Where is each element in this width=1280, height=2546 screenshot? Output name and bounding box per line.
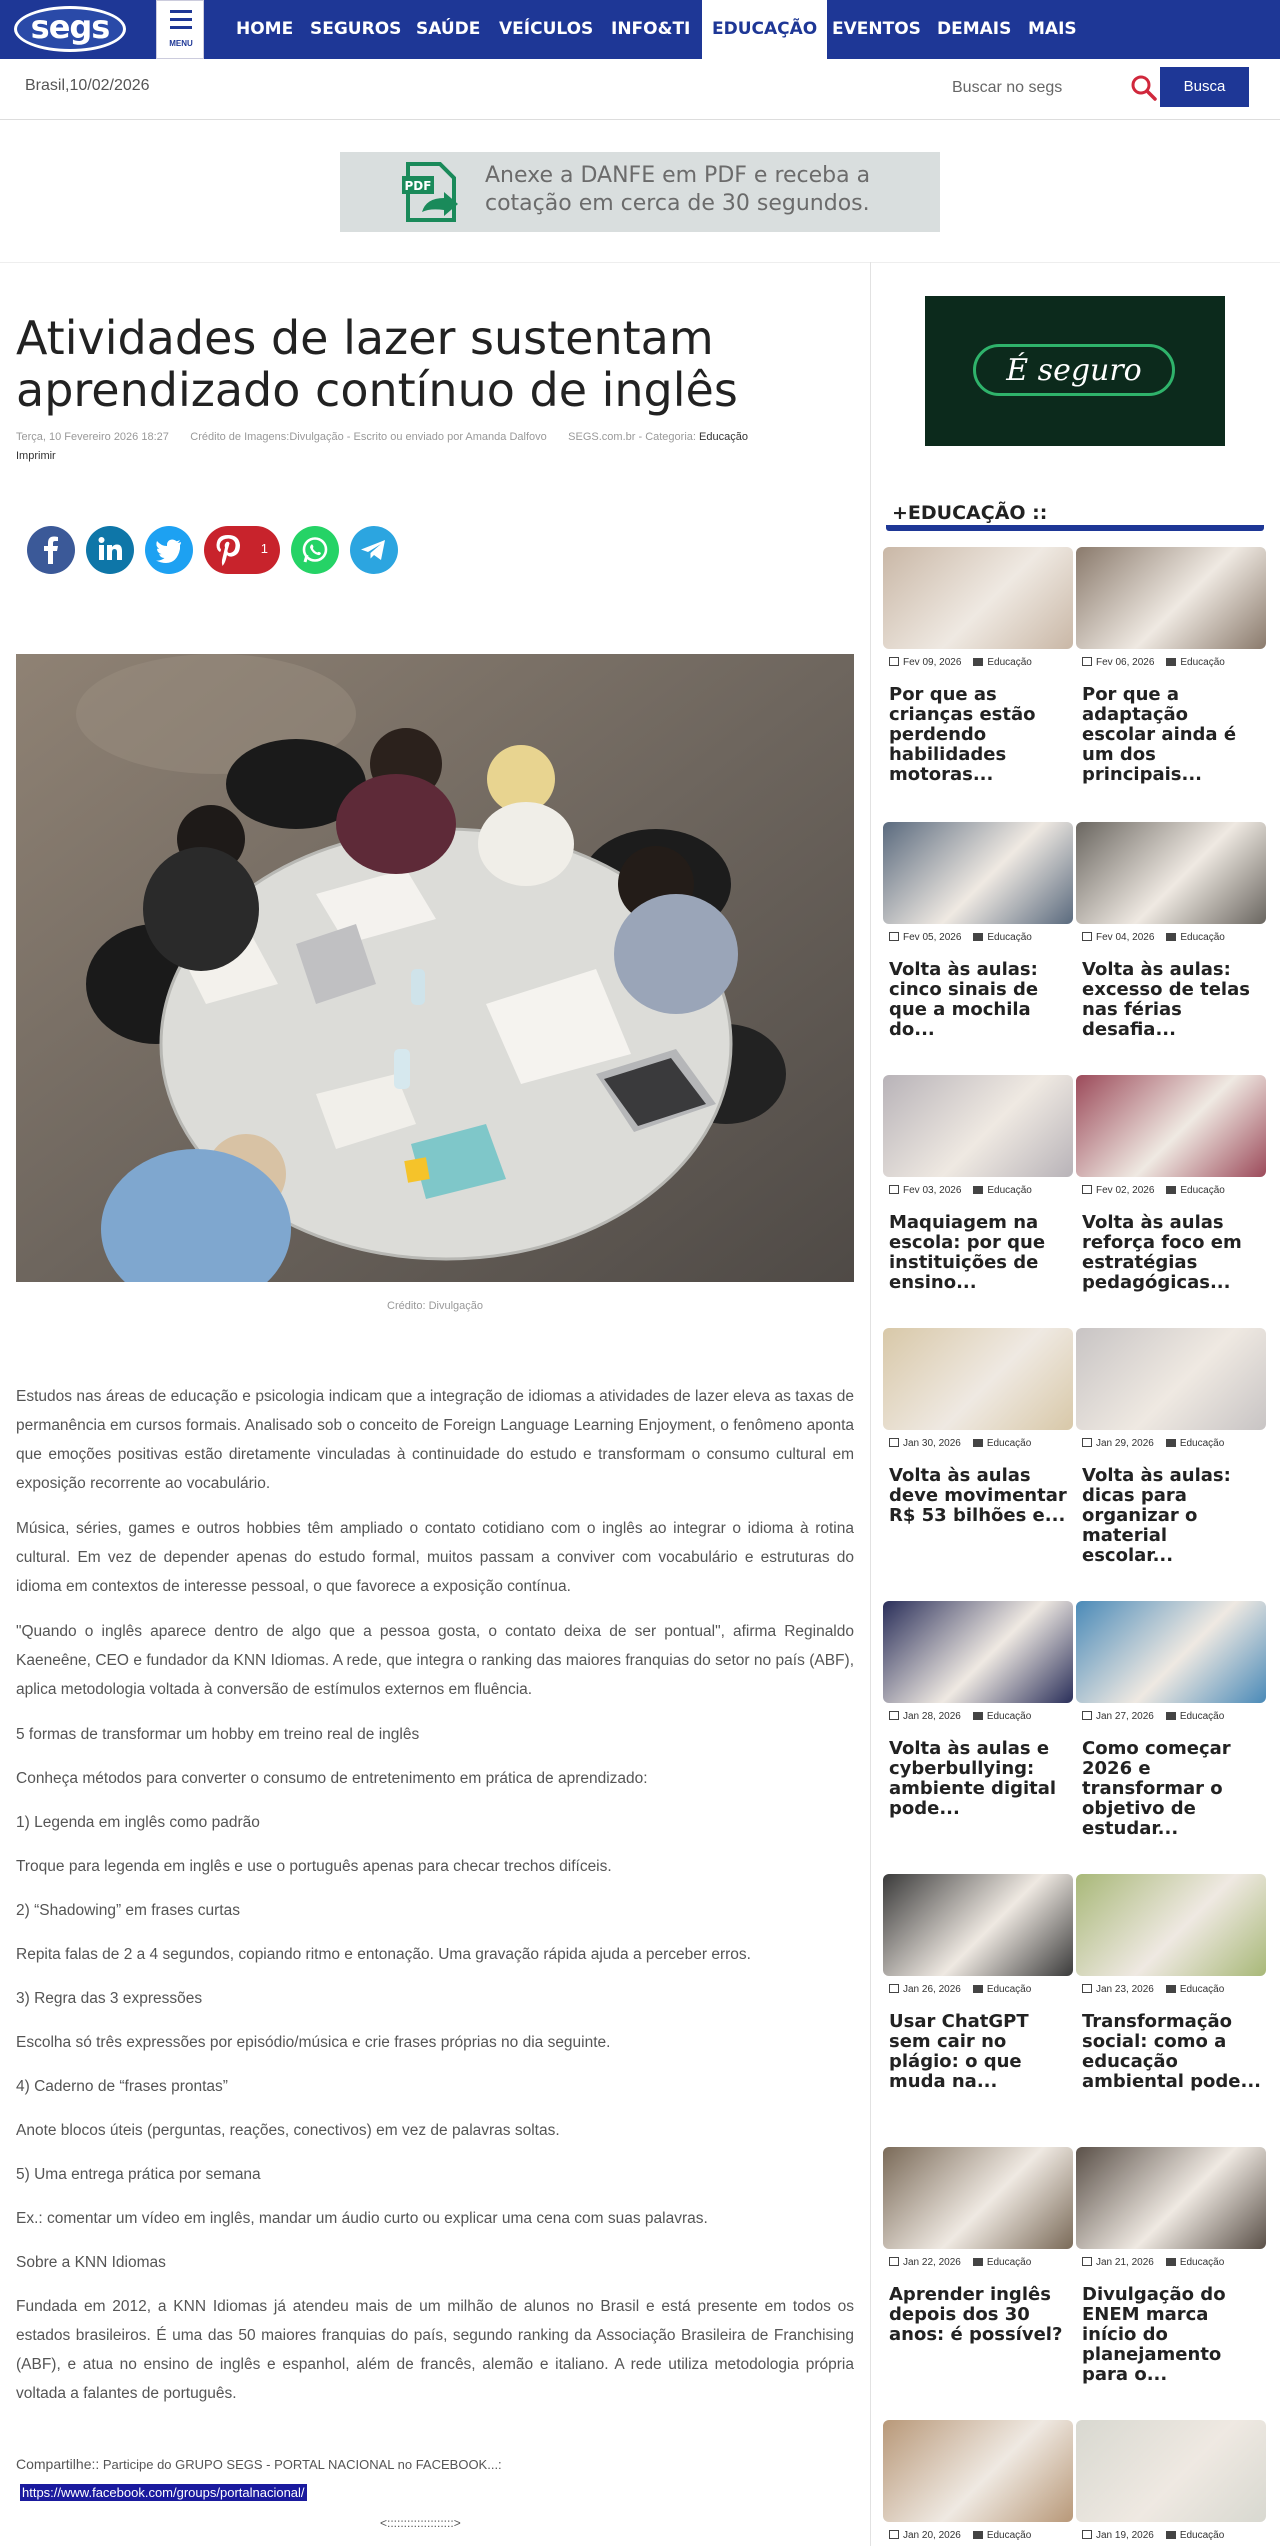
- news-date: Fev 02, 2026: [1096, 1185, 1155, 1196]
- news-category[interactable]: Educação: [1179, 1711, 1225, 1722]
- folder-icon: [1166, 1186, 1176, 1194]
- news-meta: [889, 1185, 1079, 1196]
- folder-icon: [973, 933, 983, 941]
- news-date: Jan 28, 2026: [903, 1711, 961, 1722]
- paragraph: Troque para legenda em inglês e use o português apenas para checar trechos difíceis.: [16, 1858, 612, 1875]
- article-body: [16, 1382, 854, 2424]
- folder-icon: [973, 1439, 983, 1447]
- calendar-icon: [889, 1984, 899, 1993]
- paragraph: Música, séries, games e outros hobbies têm ampliado o contato cotidiano com o inglês ao integrar o idioma à rotina cultural. Em vez de depender apenas do estudo formal, muitos passam a conviver com vocabulário e estruturas do idioma em contextos de interesse pessoal, o que favorece a exposição contínua.: [16, 1520, 854, 1595]
- nav-seguros[interactable]: SEGUROS: [310, 19, 402, 39]
- article-hero-image: [16, 654, 854, 1282]
- news-category[interactable]: Educação: [1180, 1185, 1225, 1196]
- current-date: Brasil,10/02/2026: [25, 77, 150, 94]
- news-date: Jan 20, 2026: [903, 2530, 961, 2541]
- folder-icon: [1166, 2531, 1176, 2539]
- top-navigation: [0, 0, 1280, 59]
- calendar-icon: [889, 2257, 899, 2266]
- news-meta: [889, 1711, 1079, 1722]
- logo-text: segs: [30, 8, 110, 46]
- hamburger-icon-bar: [170, 18, 192, 21]
- pinterest-icon: [204, 526, 252, 574]
- folder-icon: [973, 1712, 983, 1720]
- news-thumbnail[interactable]: [883, 1075, 1073, 1177]
- news-date: Jan 22, 2026: [903, 2257, 961, 2268]
- news-title[interactable]: Aprender inglês depois dos 30 anos: é possível?: [889, 2284, 1063, 2345]
- nav-infoti[interactable]: INFO&TI: [611, 19, 691, 39]
- news-meta: [1082, 2530, 1272, 2541]
- news-category[interactable]: Educação: [986, 1984, 1032, 1995]
- folder-icon: [973, 1985, 983, 1993]
- news-category[interactable]: Educação: [1179, 2257, 1225, 2268]
- whatsapp-share-icon[interactable]: [291, 526, 339, 574]
- nav-home[interactable]: HOME: [236, 19, 294, 39]
- calendar-icon: [889, 1438, 899, 1447]
- folder-icon: [1166, 658, 1176, 666]
- news-title[interactable]: Volta às aulas: cinco sinais de que a mochila do...: [889, 959, 1039, 1040]
- paragraph: Ex.: comentar um vídeo em inglês, mandar um áudio curto ou explicar uma cena com suas palavras.: [16, 2210, 708, 2227]
- paragraph: Estudos nas áreas de educação e psicologia indicam que a integração de idiomas a atividades de lazer eleva as taxas de permanência em cursos formais. Analisado sob o conceito de Foreign Language Learning Enjoyment, o fenômeno aponta que emoções positivas estão diretamente vinculadas à continuidade do estudo e transformam o consumo cultural em exposição recorrente ao vocabulário.: [16, 1388, 854, 1492]
- folder-icon: [973, 1186, 983, 1194]
- news-meta: [1082, 2257, 1272, 2268]
- list-heading: 2) “Shadowing” em frases curtas: [16, 1902, 240, 1919]
- news-meta: [889, 932, 1079, 943]
- paragraph: Escolha só três expressões por episódio/música e crie frases próprias no dia seguinte.: [16, 2034, 611, 2051]
- news-meta: [889, 1438, 1079, 1449]
- list-heading: 4) Caderno de “frases prontas”: [16, 2078, 228, 2095]
- news-date: Jan 26, 2026: [903, 1984, 961, 1995]
- paragraph: Repita falas de 2 a 4 segundos, copiando ritmo e entonação. Uma gravação rápida ajuda a perceber erros.: [16, 1946, 751, 1963]
- calendar-icon: [889, 1185, 899, 1194]
- news-thumbnail[interactable]: [1076, 2420, 1266, 2522]
- calendar-icon: [889, 932, 899, 941]
- students-studying-illustration: [16, 654, 854, 1282]
- news-date: Fev 03, 2026: [903, 1185, 962, 1196]
- nav-demais[interactable]: DEMAIS: [937, 19, 1012, 39]
- news-thumbnail[interactable]: [883, 547, 1073, 649]
- nav-mais[interactable]: MAIS: [1028, 19, 1077, 39]
- pinterest-count: 1: [260, 541, 268, 556]
- image-caption: Crédito: Divulgação: [387, 1300, 483, 1312]
- print-link[interactable]: Imprimir: [16, 450, 56, 462]
- folder-icon: [1166, 933, 1176, 941]
- news-thumbnail[interactable]: [883, 822, 1073, 924]
- pinterest-share-button[interactable]: [204, 526, 280, 574]
- news-thumbnail[interactable]: [1076, 1075, 1266, 1177]
- danfe-banner-ad[interactable]: [340, 152, 940, 232]
- news-thumbnail[interactable]: [883, 2420, 1073, 2522]
- twitter-share-icon[interactable]: [145, 526, 193, 574]
- news-category[interactable]: Educação: [986, 1438, 1032, 1449]
- news-date: Jan 23, 2026: [1096, 1984, 1154, 1995]
- news-category[interactable]: Educação: [986, 1711, 1032, 1722]
- news-meta: [889, 1984, 1079, 1995]
- section-heading: 5 formas de transformar um hobby em treino real de inglês: [16, 1726, 420, 1743]
- news-title[interactable]: Por que as crianças estão perdendo habilidades motoras...: [889, 684, 1036, 785]
- news-meta: [1082, 1711, 1272, 1722]
- news-thumbnail[interactable]: [1076, 547, 1266, 649]
- news-meta: [1082, 1984, 1272, 1995]
- folder-icon: [1166, 1712, 1176, 1720]
- folder-icon: [1166, 1439, 1176, 1447]
- news-title[interactable]: Maquiagem na escola: por que instituições de ensino...: [889, 1212, 1046, 1293]
- news-category[interactable]: Educação: [987, 1185, 1032, 1196]
- news-title[interactable]: Volta às aulas e cyberbullying: ambiente digital pode...: [889, 1738, 1057, 1819]
- news-title[interactable]: Divulgação do ENEM marca início do planejamento para o...: [1082, 2284, 1226, 2385]
- calendar-icon: [889, 1711, 899, 1720]
- news-title[interactable]: Transformação social: como a educação ambiental pode...: [1082, 2011, 1262, 2092]
- calendar-icon: [1082, 1185, 1092, 1194]
- section-underline: [886, 525, 1264, 531]
- news-thumbnail[interactable]: [1076, 1328, 1266, 1430]
- folder-icon: [973, 2258, 983, 2266]
- news-title[interactable]: Volta às aulas deve movimentar R$ 53 bilhões e...: [889, 1465, 1067, 1526]
- section-heading: Sobre a KNN Idiomas: [16, 2254, 166, 2271]
- menu-label: MENU: [169, 39, 193, 48]
- news-title[interactable]: Por que a adaptação escolar ainda é um dos principais...: [1082, 684, 1237, 785]
- linkedin-share-icon[interactable]: [86, 526, 134, 574]
- share-label: Compartilhe::: [16, 2456, 100, 2472]
- sub-bar: [0, 59, 1280, 120]
- article-pager[interactable]: <::::::::::::::::::::>: [380, 2516, 461, 2530]
- news-title[interactable]: Usar ChatGPT sem cair no plágio: o que muda na...: [889, 2011, 1029, 2092]
- news-thumbnail[interactable]: [883, 2147, 1073, 2249]
- nav-saude[interactable]: SAÚDE: [416, 19, 481, 39]
- news-title[interactable]: Como começar 2026 e transformar o objetivo de estudar...: [1082, 1738, 1231, 1839]
- calendar-icon: [1082, 1438, 1092, 1447]
- paragraph: "Quando o inglês aparece dentro de algo que a pessoa gosta, o contato deixa de ser pontual", afirma Reginaldo Kaeneêne, CEO e fundador da KNN Idiomas. A rede, que integra o ranking das maiores franquias do setor no país (ABF), aplica metodologia voltada à conversão de estímulos externos em fluência.: [16, 1623, 854, 1698]
- news-thumbnail[interactable]: [1076, 1601, 1266, 1703]
- news-category[interactable]: Educação: [1179, 1984, 1225, 1995]
- paragraph: Conheça métodos para converter o consumo de entretenimento em prática de aprendizado:: [16, 1770, 648, 1787]
- nav-educacao[interactable]: EDUCAÇÃO: [702, 0, 827, 59]
- news-category[interactable]: Educação: [1180, 657, 1225, 668]
- news-meta: [889, 657, 1079, 668]
- banner-text: [485, 162, 925, 218]
- news-date: Jan 29, 2026: [1096, 1438, 1154, 1449]
- news-date: Fev 04, 2026: [1096, 932, 1155, 943]
- calendar-icon: [1082, 932, 1092, 941]
- e-seguro-ad[interactable]: [925, 296, 1225, 446]
- facebook-group-link[interactable]: https://www.facebook.com/groups/portalnacional/: [22, 2485, 305, 2500]
- article-title: Atividades de lazer sustentam aprendizado contínuo de inglês: [16, 311, 738, 417]
- news-meta: [1082, 1185, 1272, 1196]
- nav-eventos[interactable]: EVENTOS: [832, 19, 921, 39]
- share-prompt: [16, 2456, 502, 2472]
- news-thumbnail[interactable]: [1076, 2147, 1266, 2249]
- news-meta: [889, 2530, 1079, 2541]
- menu-button[interactable]: [156, 0, 204, 59]
- list-heading: 3) Regra das 3 expressões: [16, 1990, 203, 2007]
- share-text: Participe do GRUPO SEGS - PORTAL NACIONAL no FACEBOOK...:: [99, 2457, 502, 2472]
- list-heading: 5) Uma entrega prática por semana: [16, 2166, 261, 2183]
- ad-text: É seguro: [1006, 353, 1142, 388]
- news-thumbnail[interactable]: [1076, 1874, 1266, 1976]
- news-title[interactable]: Volta às aulas: excesso de telas nas férias desafia...: [1082, 959, 1250, 1040]
- news-title[interactable]: Volta às aulas: dicas para organizar o material escolar...: [1082, 1465, 1231, 1566]
- search-input[interactable]: [944, 73, 1124, 103]
- news-category[interactable]: Educação: [986, 2530, 1032, 2541]
- article-meta: [16, 426, 866, 448]
- banner-line-1: Anexe a DANFE em PDF e receba a: [485, 163, 871, 188]
- calendar-icon: [889, 657, 899, 666]
- news-category[interactable]: Educação: [1179, 1438, 1225, 1449]
- paragraph: Anote blocos úteis (perguntas, reações, conectivos) em vez de palavras soltas.: [16, 2122, 560, 2139]
- news-category[interactable]: Educação: [987, 932, 1032, 943]
- calendar-icon: [889, 2530, 899, 2539]
- article-category-link[interactable]: Educação: [699, 431, 748, 443]
- calendar-icon: [1082, 1984, 1092, 1993]
- news-date: Jan 21, 2026: [1096, 2257, 1154, 2268]
- nav-veiculos[interactable]: VEÍCULOS: [499, 19, 594, 39]
- news-meta: [1082, 932, 1272, 943]
- article-date: Terça, 10 Fevereiro 2026 18:27: [16, 431, 169, 443]
- news-date: Fev 05, 2026: [903, 932, 962, 943]
- news-category[interactable]: Educação: [1180, 932, 1225, 943]
- section-title: +EDUCAÇÃO ::: [892, 502, 1048, 524]
- ad-oval: [973, 344, 1175, 396]
- search-icon[interactable]: [1130, 74, 1158, 102]
- news-date: Fev 09, 2026: [903, 657, 962, 668]
- calendar-icon: [1082, 2257, 1092, 2266]
- pdf-icon-label: PDF: [404, 179, 432, 193]
- news-meta: [889, 2257, 1079, 2268]
- folder-icon: [973, 2531, 983, 2539]
- article-credit: Crédito de Imagens:Divulgação - Escrito ou enviado por Amanda Dalfovo: [190, 431, 547, 443]
- column-divider: [870, 262, 871, 2546]
- news-date: Fev 06, 2026: [1096, 657, 1155, 668]
- news-meta: [1082, 1438, 1272, 1449]
- hamburger-icon: [170, 10, 192, 13]
- news-thumbnail[interactable]: [883, 1874, 1073, 1976]
- hamburger-icon-bar: [170, 26, 192, 29]
- news-date: Jan 27, 2026: [1096, 1711, 1154, 1722]
- news-meta: [1082, 657, 1272, 668]
- calendar-icon: [1082, 657, 1092, 666]
- news-category[interactable]: Educação: [986, 2257, 1032, 2268]
- search-button[interactable]: Busca: [1160, 67, 1249, 107]
- site-logo[interactable]: [10, 2, 130, 56]
- list-heading: 1) Legenda em inglês como padrão: [16, 1814, 260, 1831]
- news-thumbnail[interactable]: [883, 1601, 1073, 1703]
- news-title[interactable]: Volta às aulas reforça foco em estratégias pedagógicas...: [1082, 1212, 1242, 1293]
- news-date: Jan 30, 2026: [903, 1438, 961, 1449]
- banner-line-2: cotação em cerca de 30 segundos.: [485, 191, 870, 216]
- facebook-share-icon[interactable]: [27, 526, 75, 574]
- news-thumbnail[interactable]: [1076, 822, 1266, 924]
- news-category[interactable]: Educação: [1179, 2530, 1225, 2541]
- article-source: SEGS.com.br - Categoria:: [568, 431, 696, 443]
- news-thumbnail[interactable]: [883, 1328, 1073, 1430]
- news-category[interactable]: Educação: [987, 657, 1032, 668]
- content-top-border: [0, 262, 1280, 263]
- news-date: Jan 19, 2026: [1096, 2530, 1154, 2541]
- paragraph: Fundada em 2012, a KNN Idiomas já atendeu mais de um milhão de alunos no Brasil e está presente em todos os estados brasileiros. É uma das 50 maiores franquias do país, segundo ranking da Associação Brasileira de Franchising (ABF), e atua no ensino de inglês e espanhol, além de francês, alemão e italiano. A rede utiliza metodologia própria voltada a falantes de português.: [16, 2298, 854, 2402]
- folder-icon: [1166, 1985, 1176, 1993]
- calendar-icon: [1082, 1711, 1092, 1720]
- telegram-share-icon[interactable]: [350, 526, 398, 574]
- folder-icon: [1166, 2258, 1176, 2266]
- folder-icon: [973, 658, 983, 666]
- pdf-file-icon: [400, 160, 466, 226]
- calendar-icon: [1082, 2530, 1092, 2539]
